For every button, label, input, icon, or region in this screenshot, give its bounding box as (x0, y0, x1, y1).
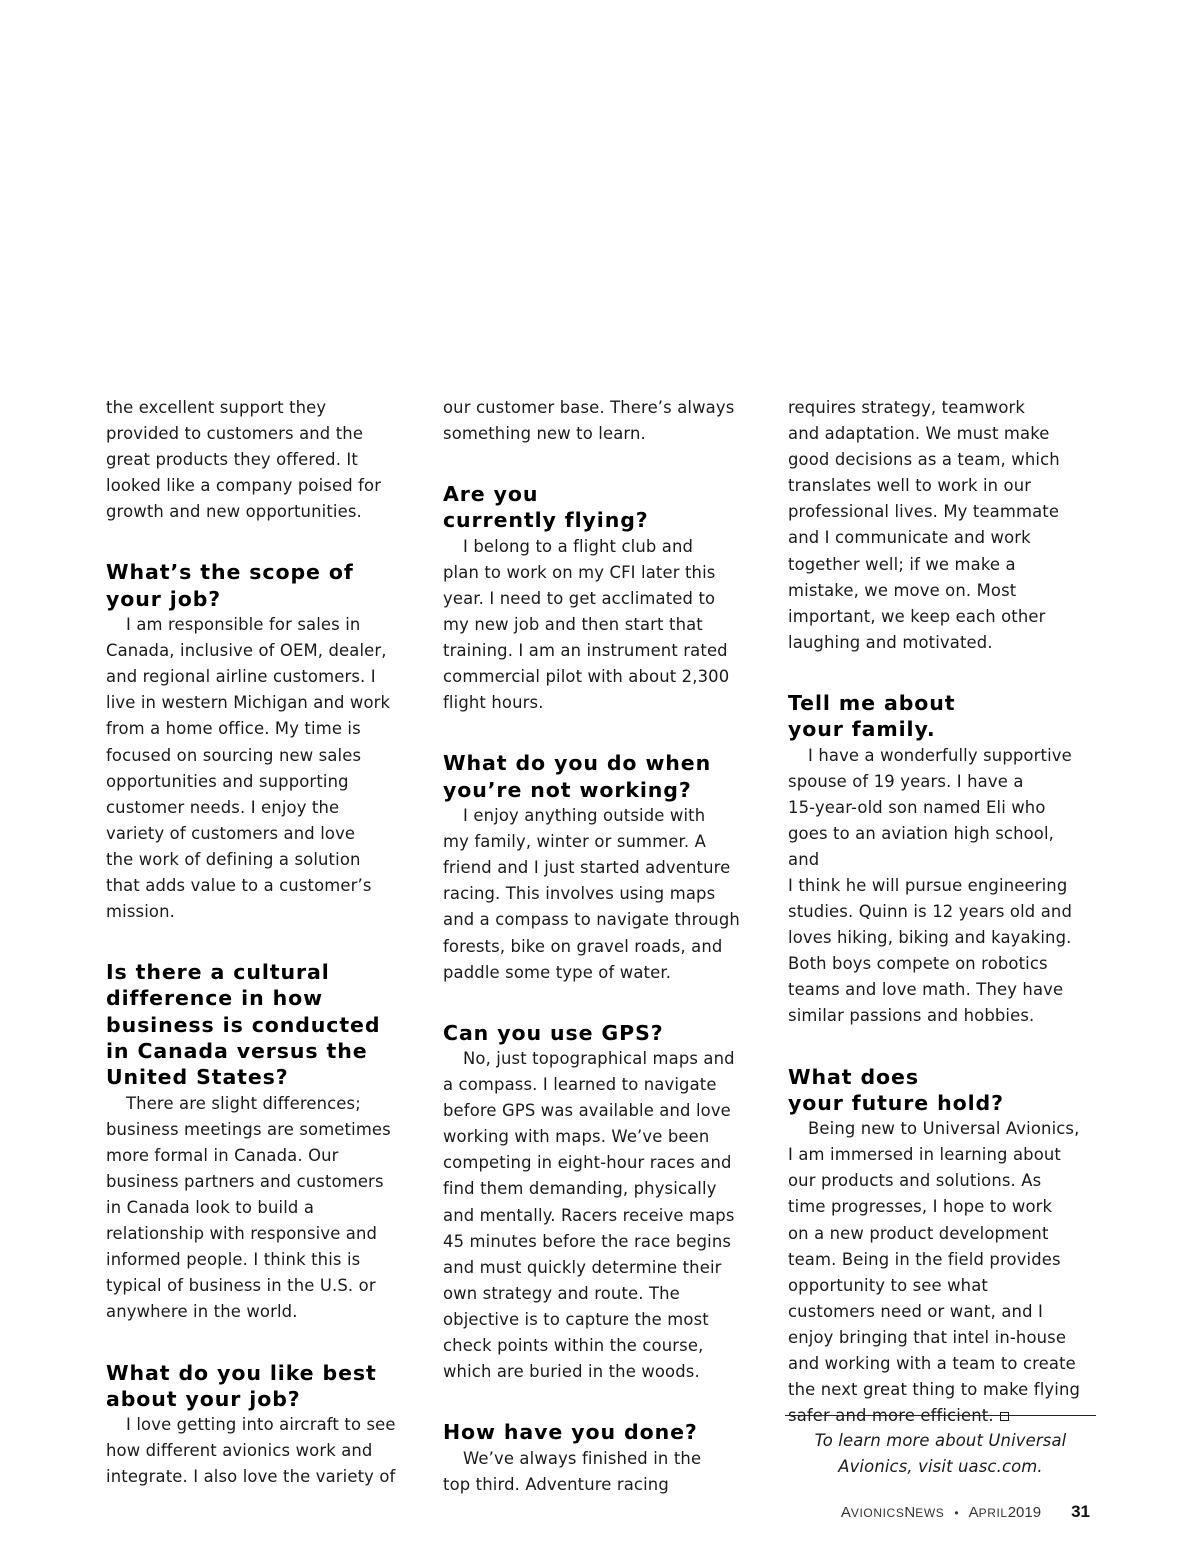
col2-heading-gps: Can you use GPS? (443, 1020, 664, 1045)
col1-paragraph-1: I am responsible for sales in Canada, inclusive of OEM, dealer, and regional airline customers. I live in western Michigan and work from a home office. My time is focused on sourcing new sales opportunities and supporting customer needs. I enjoy the variety of customers and love the work of defining a solution that adds value to a customer’s mission. (106, 615, 391, 922)
col3-paragraph-2-text: Being new to Universal Avionics, I am immersed in learning about our products and solutions. As time progresses, I hope to work on a new product development team. Being in the field provides opportunity to see what customers need or want, and I enjoy bringing that intel in-house and working with a team to create the next great thing to make flying safer and more efficient. (788, 1119, 1081, 1426)
col3-paragraph-1: I have a wonderfully supportive spouse of 19 years. I have a 15-year-old son named Eli who goes to an aviation high school, and I think he will pursue engineering studies. Quinn is 12 years old and loves hiking, biking and kayaking. Both boys compete on robotics teams and love math. They have similar passions and hobbies. (788, 745, 1073, 1026)
footer-month-a: A (968, 1504, 979, 1521)
footer-month-b: PRIL (978, 1506, 1008, 1520)
col3-paragraph-0: requires strategy, teamwork and adaptation. We must make good decisions as a team, which translates well to work in our professional lives. My teammate and I communicate and work together well; if we make a mistake, we move on. Most important, we keep each other laughing and motivated. (788, 398, 1060, 652)
end-mark-icon (1000, 1412, 1009, 1421)
footer-bullet: • (954, 1506, 959, 1520)
column-3 (788, 395, 1088, 1429)
column-2 (443, 395, 748, 1498)
col1-paragraph-3: I love getting into aircraft to see how different avionics work and integrate. I also love the variety of (106, 1415, 396, 1487)
footer-pub-c: N (904, 1504, 916, 1521)
page-number: 31 (1071, 1502, 1090, 1521)
page-footer (841, 1502, 1090, 1522)
col2-paragraph-3: No, just topographical maps and a compass. I learned to navigate before GPS was available and love working with maps. We’ve been competing in eight-hour races and find them demanding, physically and mentally. Racers receive maps 45 minutes before the race begins and must quickly determine their own strategy and route. The objective is to capture the most check points within the course, which are buried in the woods. (443, 1048, 735, 1382)
col1-paragraph-2: There are slight differences; business meetings are sometimes more formal in Canada. Our business partners and customers in Canada look to build a relationship with responsive and informed people. I think this is typical of business in the U.S. or anywhere in the world. (106, 1093, 391, 1322)
column-1 (106, 395, 406, 1490)
col2-paragraph-0: our customer base. There’s always something new to learn. (443, 398, 735, 444)
footer-pub-a: A (840, 1504, 851, 1521)
footer-pub-b: VIONICS (850, 1506, 905, 1520)
col2-heading-flying: Are you currently flying? (443, 482, 649, 533)
col3-paragraph-2 (788, 1116, 1088, 1429)
footer-year: 2019 (1007, 1504, 1042, 1521)
col3-heading-family: Tell me about your family. (788, 690, 956, 742)
col2-heading-how-done: How have you done? (443, 1420, 698, 1445)
col1-heading-like-best: What do you like best about your job? (106, 1360, 377, 1411)
learn-more-note: To learn more about Universal Avionics, visit uasc.com. (814, 1431, 1067, 1476)
col2-paragraph-4: We’ve always finished in the top third. Adventure racing (443, 1448, 702, 1494)
col2-heading-not-working: What do you do when you’re not working? (443, 751, 712, 802)
col2-paragraph-1: I belong to a flight club and plan to work on my CFI later this year. I need to get acclimated to my new job and then start that training. I am an instrument rated commercial pilot with about 2,300 flight hours. (443, 536, 730, 713)
col1-heading-scope: What’s the scope of your job? (106, 560, 354, 611)
footer-pub-d: EWS (915, 1506, 945, 1520)
col1-paragraph-0: the excellent support they provided to customers and the great products they offered. It looked like a company poised for growth and new opportunities. (106, 398, 382, 522)
divider-rule (785, 1415, 1096, 1416)
col2-paragraph-2: I enjoy anything outside with my family, winter or summer. A friend and I just started adventure racing. This involves using maps and a compass to navigate through forests, bike on gravel roads, and paddle some type of water. (443, 806, 740, 982)
col1-heading-cultural: Is there a cultural difference in how business is conducted in Canada versus the United States? (106, 960, 381, 1090)
col3-heading-future: What does your future hold? (788, 1064, 1004, 1115)
